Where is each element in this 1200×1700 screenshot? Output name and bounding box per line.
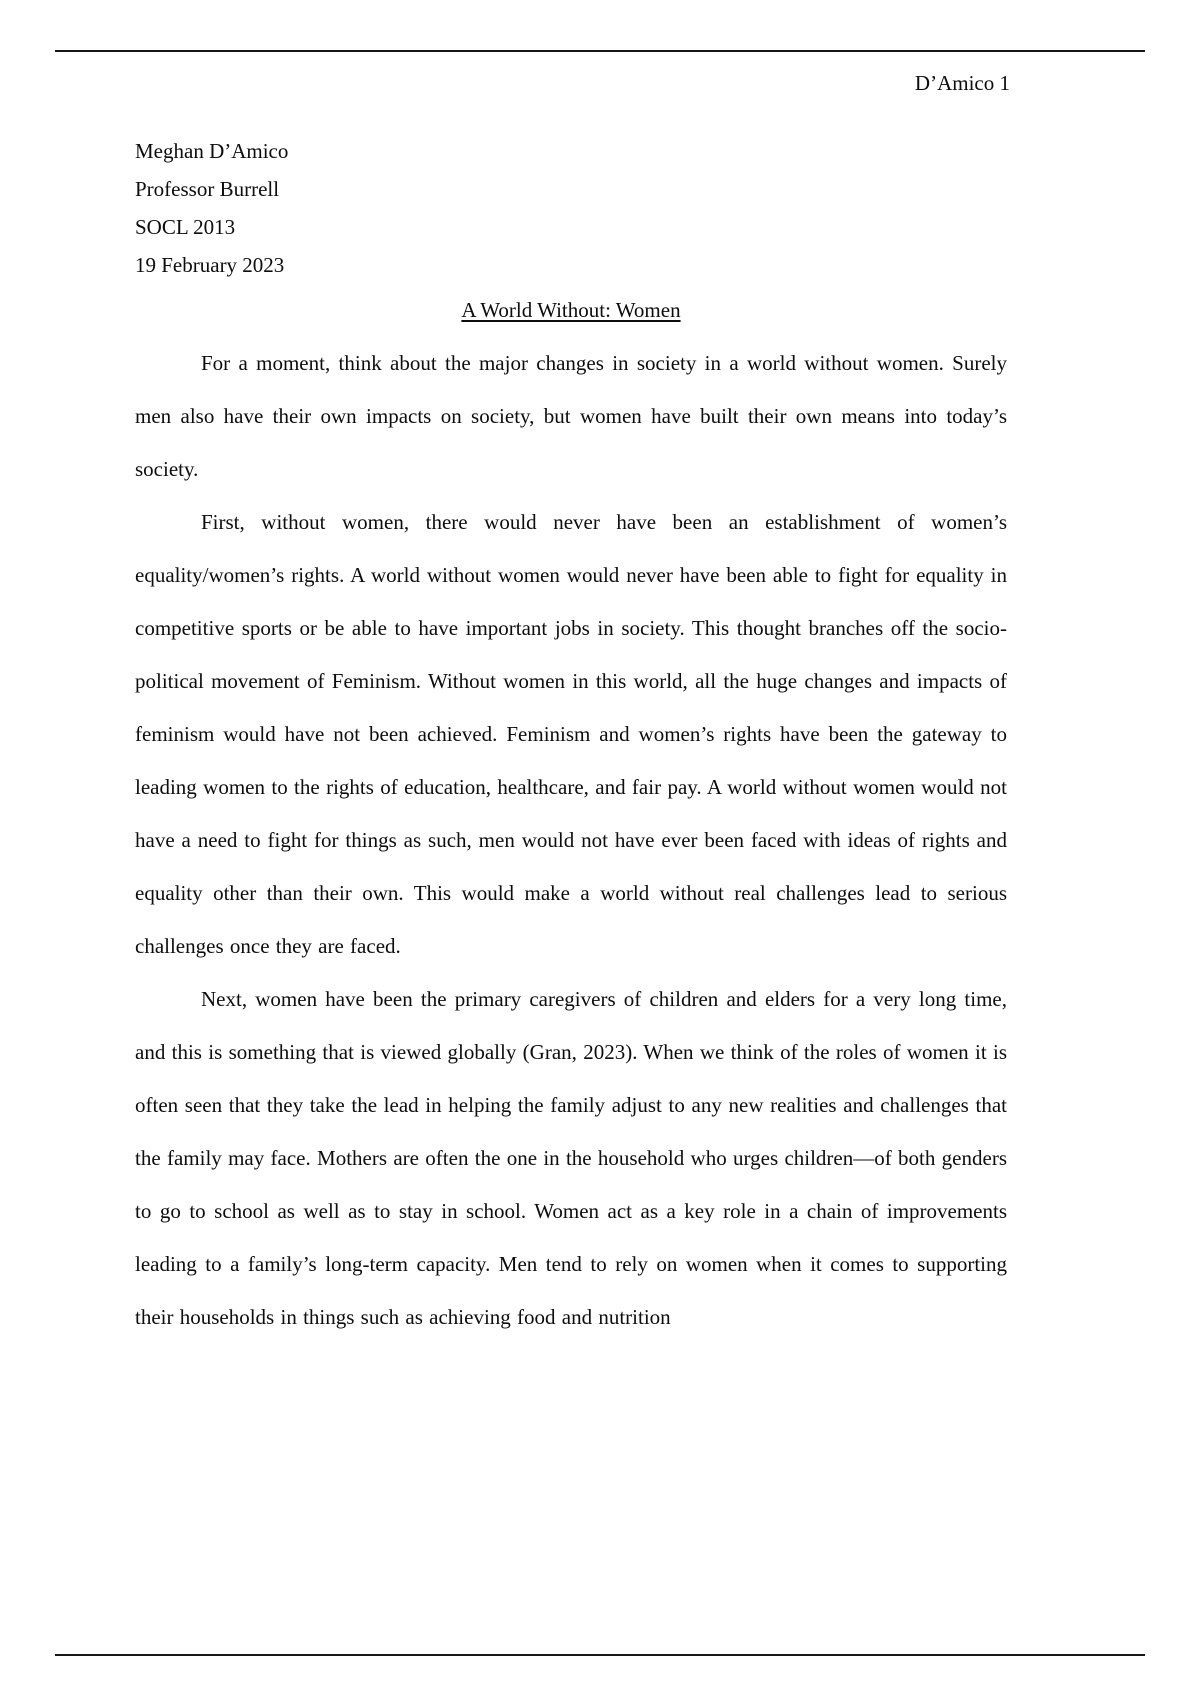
top-rule bbox=[55, 50, 1145, 52]
course-code: SOCL 2013 bbox=[135, 215, 236, 239]
paragraph-1: For a moment, think about the major changes in society in a world without women. Surely men also have their own impacts on society, but women have built their own means into today’s society. bbox=[135, 351, 1007, 481]
essay-title bbox=[135, 284, 1007, 337]
date-line: 19 February 2023 bbox=[135, 253, 285, 277]
professor-name: Professor Burrell bbox=[135, 177, 280, 201]
author-name: Meghan D’Amico bbox=[135, 139, 289, 163]
paragraph-3: Next, women have been the primary caregivers of children and elders for a very long time, and this is something that is viewed globally (Gran, 2023). When we think of the roles of women it is often seen that they take the lead in helping the family adjust to any new realities and challenges that the family may face. Mothers are often the one in the household who urges children—of both genders to go to school as well as to stay in school. Women act as a key role in a chain of improvements leading to a family’s long-term capacity. Men tend to rely on women when it comes to supporting their households in things such as achieving food and nutrition bbox=[135, 987, 1007, 1329]
page-number: D’Amico 1 bbox=[914, 71, 1010, 95]
bottom-rule bbox=[55, 1654, 1145, 1656]
document-content bbox=[135, 132, 1007, 1344]
paragraph-2: First, without women, there would never have been an establishment of women’s equality/women’s rights. A world without women would never have been able to fight for equality in competitive sports or be able to have important jobs in society. This thought branches off the socio-political movement of Feminism. Without women in this world, all the huge changes and impacts of feminism would have not been achieved. Feminism and women’s rights have been the gateway to leading women to the rights of education, healthcare, and fair pay. A world without women would not have a need to fight for things as such, men would not have ever been faced with ideas of rights and equality other than their own. This would make a world without real challenges lead to serious challenges once they are faced. bbox=[135, 510, 1007, 958]
mla-heading bbox=[135, 132, 1007, 284]
essay-title-text: A World Without: Women bbox=[461, 298, 681, 322]
